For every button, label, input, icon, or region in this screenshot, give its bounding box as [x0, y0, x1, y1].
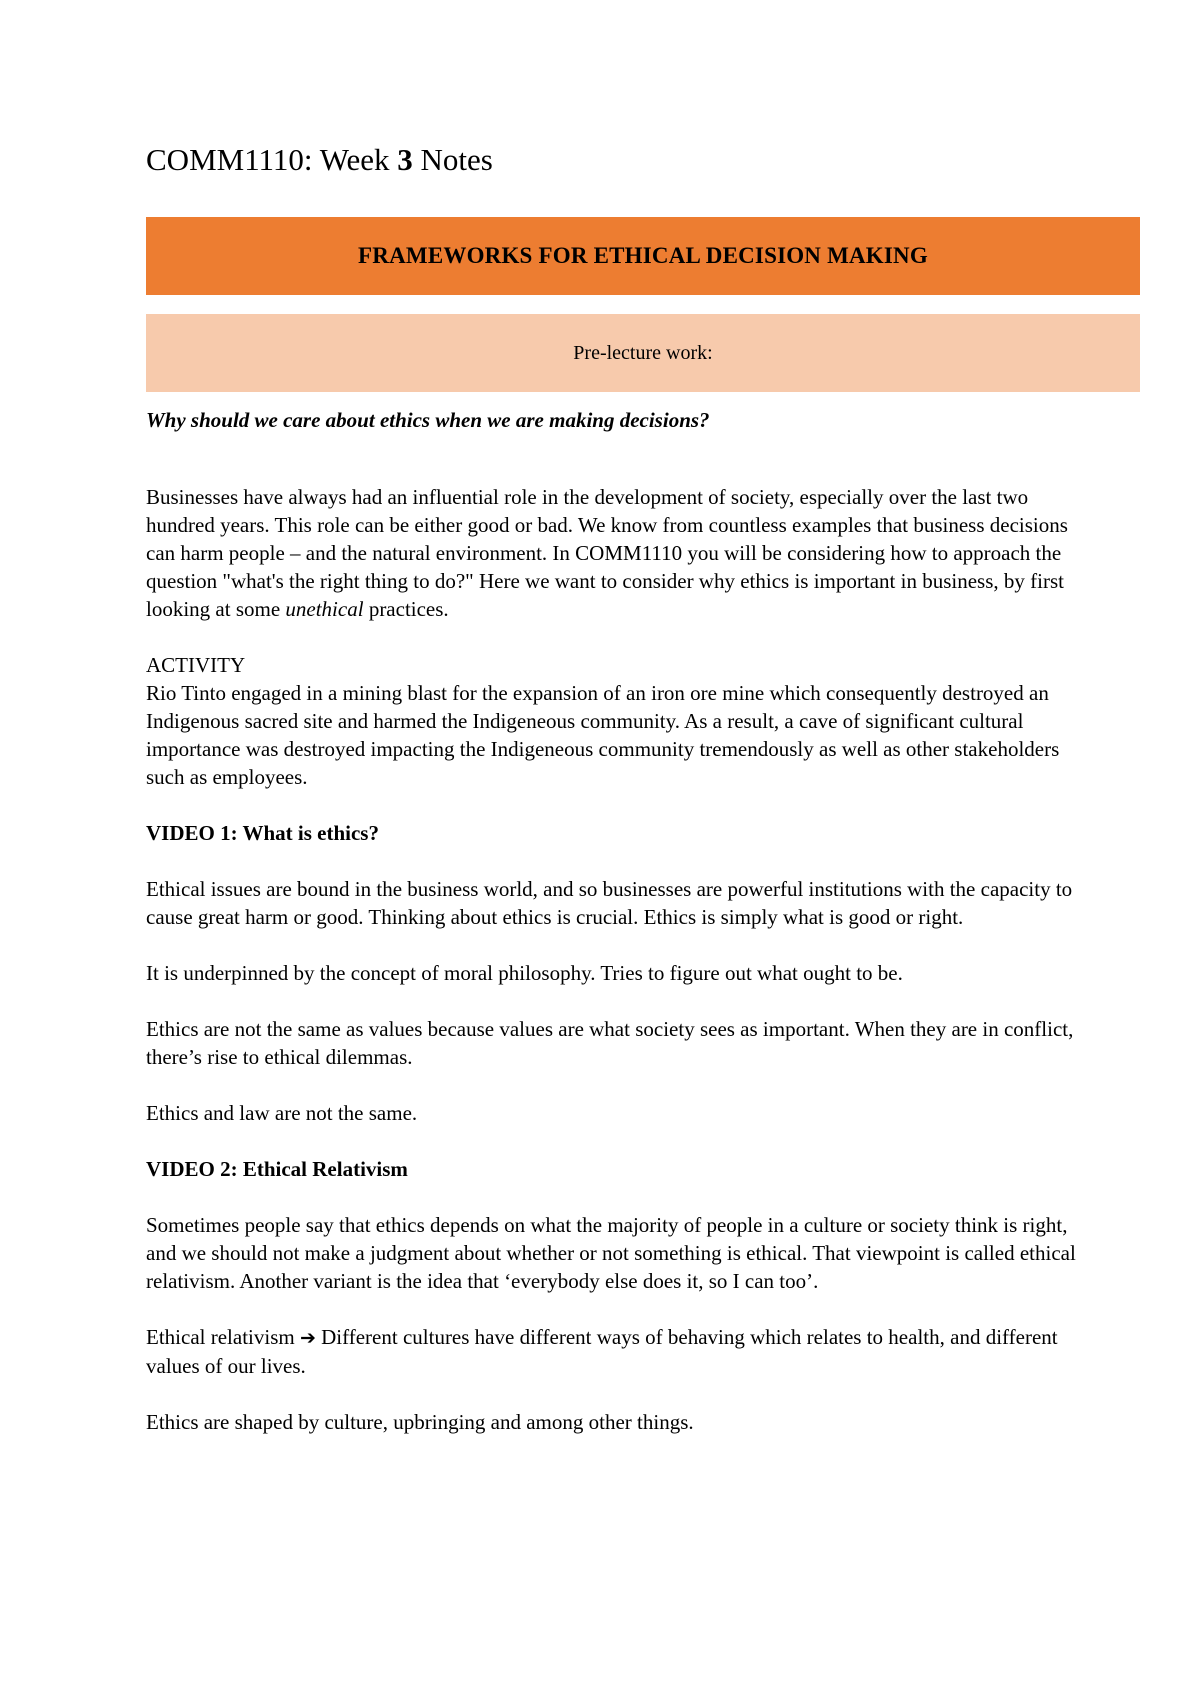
pre-lecture-banner: Pre-lecture work: [146, 314, 1140, 392]
video2-heading: VIDEO 2: Ethical Relativism [146, 1157, 408, 1181]
spacer [146, 1183, 1076, 1211]
title-prefix: COMM1110: Week [146, 142, 398, 177]
spacer [146, 931, 1076, 959]
intro-text-after: practices. [363, 597, 449, 621]
body-text [146, 406, 1076, 1436]
relativism-term: Ethical relativism [146, 1325, 295, 1349]
relativism-text: Different cultures have different ways of behaving which relates to health, and different values of our lives. [146, 1325, 1058, 1378]
spacer [146, 1380, 1076, 1408]
intro-text-before: Businesses have always had an influential role in the development of society, especially over the last two hundred years. This role can be either good or bad. We know from countless examples that business decisions can harm people – and the natural environment. In COMM1110 you will be considering how to approach the question "what's the right thing to do?" Here we want to consider why ethics is important in business, by first looking at some [146, 485, 1068, 621]
activity-paragraph: Rio Tinto engaged in a mining blast for the expansion of an iron ore mine which consequently destroyed an Indigenous sacred site and harmed the Indigeneous community. As a result, a cave of significant cultural importance was destroyed impacting the Indigeneous community tremendously as well as other stakeholders such as employees. [146, 681, 1060, 789]
video2-closing-paragraph: Ethics are shaped by culture, upbringing and among other things. [146, 1410, 694, 1434]
video2-paragraph: Sometimes people say that ethics depends on what the majority of people in a culture or society think is right, and we should not make a judgment about whether or not something is ethical. That viewpoint is called ethical relativism. Another variant is the idea that ‘everybody else does it, so I can too’. [146, 1213, 1076, 1293]
spacer [146, 455, 1076, 483]
video1-paragraph: Ethics are not the same as values because values are what society sees as important. When they are in conflict, there’s rise to ethical dilemmas. [146, 1017, 1074, 1069]
document-content [146, 140, 1140, 1436]
spacer [146, 791, 1076, 819]
video1-paragraph: Ethical issues are bound in the business world, and so businesses are powerful institutions with the capacity to cause great harm or good. Thinking about ethics is crucial. Ethics is simply what is good or right. [146, 877, 1073, 929]
video1-heading: VIDEO 1: What is ethics? [146, 821, 379, 845]
intro-emphasis: unethical [285, 597, 364, 621]
page-title [146, 140, 1140, 180]
title-week-number: 3 [397, 142, 413, 177]
spacer [146, 1295, 1076, 1323]
spacer [146, 623, 1076, 651]
arrow-right-icon: ➔ [299, 1327, 316, 1349]
title-suffix: Notes [412, 142, 493, 177]
spacer [146, 1127, 1076, 1155]
relativism-paragraph [146, 1323, 1076, 1380]
spacer [146, 987, 1076, 1015]
guiding-question: Why should we care about ethics when we are making decisions? [146, 408, 710, 432]
spacer [146, 847, 1076, 875]
section-banner: FRAMEWORKS FOR ETHICAL DECISION MAKING [146, 217, 1140, 295]
video1-paragraph: Ethics and law are not the same. [146, 1101, 418, 1125]
activity-label: ACTIVITY [146, 653, 246, 677]
video1-paragraph: It is underpinned by the concept of moral philosophy. Tries to figure out what ought to be. [146, 961, 903, 985]
intro-paragraph [146, 483, 1076, 623]
spacer [146, 1071, 1076, 1099]
